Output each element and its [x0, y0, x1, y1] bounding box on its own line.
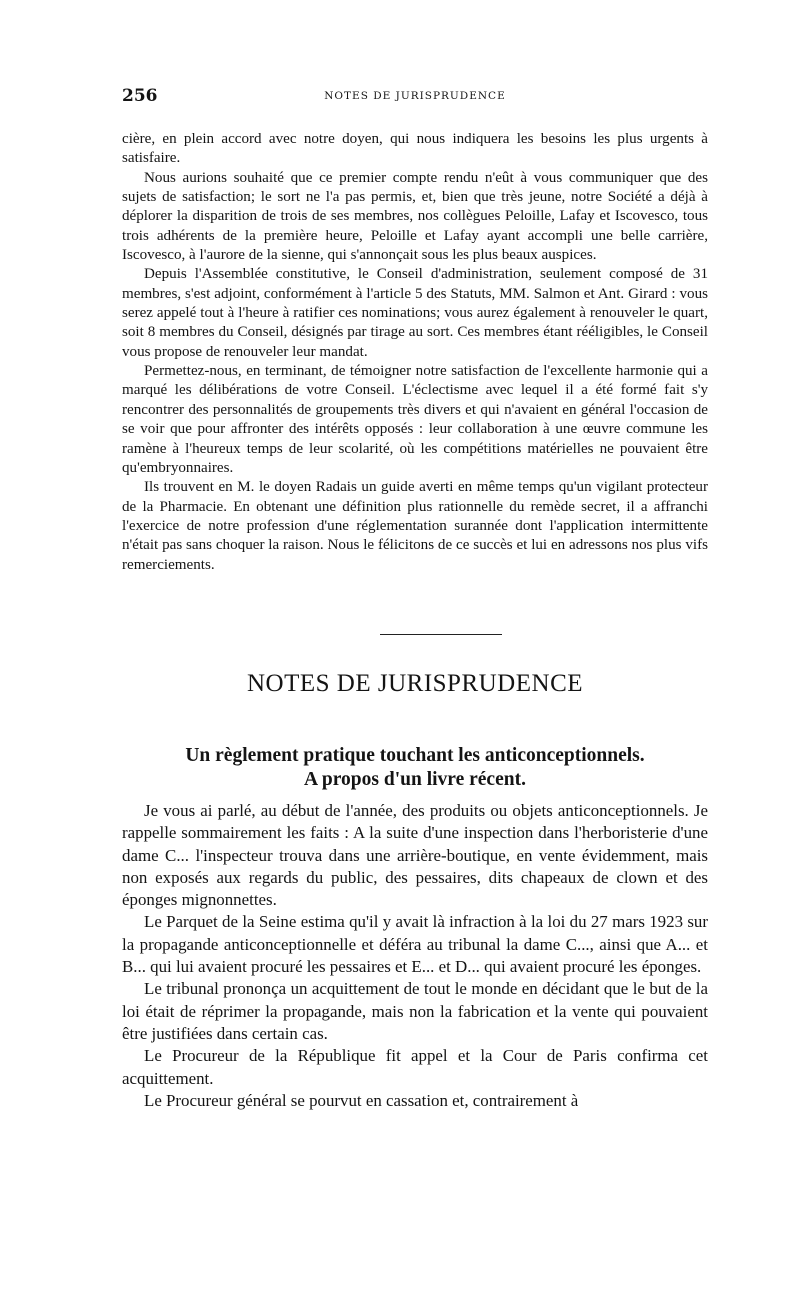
paragraph: Nous aurions souhaité que ce premier compte rendu n'eût à vous communiquer que des sujets de satisfaction; le sort ne l'a pas permis, et, bien que très jeune, notre Société a déjà à déplorer la disparition de trois de ses membres, nos collègues Peloille, Lafay et Iscovesco, tous trois adhérents de la première heure, Peloille et Lafay ayant accompli une belle carrière, Iscovesco, à l'aurore de la sienne, qui s'annonçait sous les plus beaux auspices. — [122, 169, 708, 264]
top-text-block — [122, 130, 708, 575]
paragraph: Ils trouvent en M. le doyen Radais un guide averti en même temps qu'un vigilant protecteur de la Pharmacie. En obtenant une définition plus rationnelle du remède secret, il a affranchi l'exercice de notre profession d'une réglementation surannée dont l'application intermittente n'était pas sans choquer la raison. Nous le félicitons de ce succès et lui en adressons nos plus vifs remerciements. — [122, 479, 708, 573]
subheading-line-1: Un règlement pratique touchant les anticonceptionnels. — [185, 745, 645, 766]
subheading-line-2: A propos d'un livre récent. — [304, 769, 526, 790]
paragraph: Permettez-nous, en terminant, de témoigner notre satisfaction de l'excellente harmonie qui a marqué les délibérations de votre Conseil. L'éclectisme avec lequel il a été formé fait s'y rencontrer des personnalités de groupements très divers et qui n'avaient en général l'occasion de se voir que pour affronter des intérêts opposés : leur collaboration à une œuvre commune les ramène à l'heureux temps de leur scolarité, où les compétitions matérielles ne pouvaient être qu'embryonnaires. — [122, 363, 708, 476]
paragraph: Je vous ai parlé, au début de l'année, des produits ou objets anticonceptionnels. Je rappelle sommairement les faits : A la suite d'une inspection dans l'herboristerie d'une dame C... l'inspecteur trouva dans une arrière-boutique, en vente évidemment, mais non exposés aux regards du public, des pessaires, dits chapeaux de clown et des éponges mignonnettes. — [122, 801, 708, 910]
paragraph: Depuis l'Assemblée constitutive, le Conseil d'administration, seulement composé de 31 membres, s'est adjoint, conformément à l'article 5 des Statuts, MM. Salmon et Ant. Girard : vous serez appelé tout à l'heure à ratifier ces nominations; vous aurez également à renouveler le quart, soit 8 membres du Conseil, désignés par tirage au sort. Ces membres étant rééligibles, le Conseil vous propose de renouveler leur mandat. — [122, 266, 708, 360]
paragraph: Le Procureur général se pourvut en cassation et, contrairement à — [144, 1090, 579, 1110]
section-title: NOTES DE JURISPRUDENCE — [246, 670, 584, 697]
section-divider — [380, 634, 502, 635]
article-body — [122, 800, 708, 1112]
running-head — [122, 86, 708, 108]
paragraph: Le tribunal prononça un acquittement de tout le monde en décidant que le but de la loi était de réprimer la propagande, mais non la fabrication et la vente qui pouvaient être justifiées dans certain cas. — [122, 979, 708, 1043]
paragraph: Le Procureur de la République fit appel et la Cour de Paris confirma cet acquittement. — [122, 1046, 708, 1088]
paragraph: cière, en plein accord avec notre doyen, qui nous indiquera les besoins les plus urgents à satisfaire. — [122, 131, 708, 167]
paragraph: Le Parquet de la Seine estima qu'il y avait là infraction à la loi du 27 mars 1923 sur la propagande anticonceptionnelle et déféra au tribunal la dame C..., ainsi que A... et B... qui lui avaient procuré les pessaires et E... et D... qui avaient procuré les éponges. — [122, 912, 708, 977]
article-subheading — [122, 744, 708, 792]
page-number: 256 — [122, 86, 158, 106]
running-title: NOTES DE JURISPRUDENCE — [324, 90, 506, 102]
